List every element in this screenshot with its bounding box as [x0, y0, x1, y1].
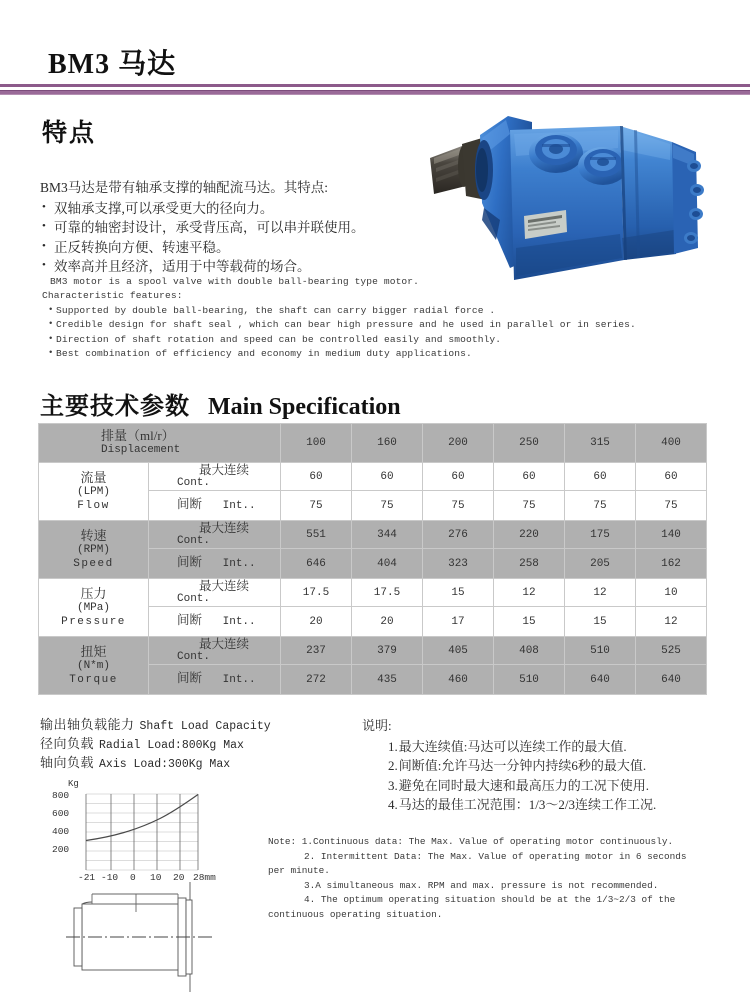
table-cell: 323: [423, 549, 494, 579]
sublabel-cont-en: Cont.: [177, 476, 211, 489]
notes-title-cn: 说明:: [362, 718, 392, 733]
pressure-label-en: Pressure: [61, 615, 126, 628]
sublabel-cont-cn: 最大连续: [199, 636, 250, 651]
list-item: 间断值:允许马达一分钟内持续6秒的最大值.: [398, 758, 647, 773]
motor-port-a: [529, 133, 583, 173]
list-item: • 可靠的轴密封设计，承受背压高，可以串并联使用。: [40, 218, 440, 238]
chart-ytick-600: 600: [52, 808, 70, 819]
radial-load-value-en: Radial Load:800Kg Max: [99, 739, 244, 752]
displacement-label-cn: 排量（ml/r）: [101, 428, 175, 443]
table-cell: 75: [636, 491, 707, 521]
table-cell: 551: [281, 521, 352, 549]
table-cell: 75: [352, 491, 423, 521]
table-cell: 60: [565, 463, 636, 491]
notes-en-line-2: 2. Intermittent Data: The Max. Value of operating motor in 6 seconds: [304, 850, 687, 862]
list-item: • Direction of shaft rotation and speed can be controlled easily and smoothly.: [42, 333, 512, 347]
table-cell: 220: [494, 521, 565, 549]
motor-gerotor-housing: [620, 126, 676, 260]
chart-load-curve: [86, 795, 198, 841]
divider-line-bottom: [0, 90, 750, 95]
displacement-label-en: Displacement: [101, 444, 181, 456]
table-cell: 60: [352, 463, 423, 491]
flow-unit: (LPM): [76, 485, 110, 498]
notes-en-line-4: 3.A simultaneous max. RPM and max. pressure is not recommended.: [304, 879, 659, 891]
table-cell: 12: [494, 579, 565, 607]
axis-load-line: [40, 754, 271, 773]
pressure-unit: (MPa): [76, 601, 110, 614]
notes-list-cn: [362, 737, 656, 815]
row-header-pressure: [39, 579, 149, 637]
chart-xtick-0: 0: [130, 872, 136, 881]
sublabel-int-cn: 间断: [177, 671, 203, 685]
table-cell: 60: [636, 463, 707, 491]
table-cell: 15: [423, 579, 494, 607]
spec-heading: [40, 386, 401, 421]
shaft-load-capacity-block: [40, 716, 271, 773]
sublabel-int-cn: 间断: [177, 613, 203, 627]
table-cell: 272: [281, 665, 352, 695]
table-cell: 162: [636, 549, 707, 579]
table-cell: 17.5: [352, 579, 423, 607]
table-cell: 200: [423, 424, 494, 463]
notes-en-line-6: continuous operating situation.: [268, 908, 443, 920]
axis-load-label-cn: 轴向负载: [40, 755, 95, 770]
table-cell: 510: [565, 637, 636, 665]
sublabel-int-cn: 间断: [177, 497, 203, 511]
table-cell: 435: [352, 665, 423, 695]
table-cell: 525: [636, 637, 707, 665]
table-cell: 250: [494, 424, 565, 463]
table-cell: 75: [281, 491, 352, 521]
table-cell: 60: [423, 463, 494, 491]
notes-en-line-3: per minute.: [268, 865, 330, 877]
speed-unit: (RPM): [76, 543, 110, 556]
table-cell: 344: [352, 521, 423, 549]
features-subtitle-en: Characteristic features:: [42, 290, 183, 302]
table-row-displacement: [39, 424, 707, 463]
motor-product-photo: [424, 108, 730, 288]
sublabel-cont-cn: 最大连续: [199, 462, 250, 477]
table-cell: 205: [565, 549, 636, 579]
flow-label-en: Flow: [77, 499, 110, 512]
table-cell: 175: [565, 521, 636, 549]
table-cell: 276: [423, 521, 494, 549]
row-header-torque: [39, 637, 149, 695]
list-item: 最大连续值:马达可以连续工作的最大值.: [398, 738, 627, 754]
chart-ylabel: Kg: [68, 779, 79, 789]
pressure-label-cn: 压力: [80, 585, 107, 601]
table-cell: 460: [423, 665, 494, 695]
table-cell: 60: [494, 463, 565, 491]
features-heading: 特点: [42, 120, 97, 147]
table-cell: 646: [281, 549, 352, 579]
radial-load-line: [40, 735, 271, 754]
page-title: BM3 马达: [48, 49, 177, 80]
shaft-load-title: [40, 716, 271, 735]
table-cell: 20: [352, 607, 423, 637]
chart-xtick-10: 10: [150, 872, 162, 881]
table-cell: 400: [636, 424, 707, 463]
sublabel-cont-cn: 最大连续: [199, 578, 250, 593]
chart-ytick-800: 800: [52, 790, 70, 801]
sublabel-continuous: [149, 579, 281, 607]
sublabel-int-en: Int..: [222, 616, 256, 628]
sublabel-continuous: [149, 521, 281, 549]
list-item: 马达的最佳工况范围：1/3～2/3连续工作工况.: [398, 797, 657, 812]
sublabel-cont-cn: 最大连续: [199, 520, 250, 535]
sublabel-cont-en: Cont.: [177, 650, 211, 663]
notes-english-block: [268, 835, 738, 923]
table-cell: 510: [494, 665, 565, 695]
sublabel-cont-en: Cont.: [177, 534, 211, 547]
speed-label-en: Speed: [73, 557, 114, 570]
table-cell: 15: [494, 607, 565, 637]
speed-label-cn: 转速: [80, 527, 107, 543]
table-cell: 640: [636, 665, 707, 695]
motor-port-b: [578, 147, 628, 185]
specification-table: [38, 423, 707, 695]
table-cell: 404: [352, 549, 423, 579]
chart-xtick-neg21: -21: [78, 872, 96, 881]
axis-load-value-en: Axis Load:300Kg Max: [99, 758, 231, 771]
sublabel-intermittent: [149, 607, 281, 637]
table-cell: 75: [423, 491, 494, 521]
row-header-displacement: [39, 424, 281, 463]
flow-label-cn: 流量: [80, 469, 107, 485]
notes-en-line-1: Note: 1.Continuous data: The Max. Value of operating motor continuously.: [268, 836, 674, 847]
table-cell: 408: [494, 637, 565, 665]
features-bullet-list-en: [42, 304, 636, 362]
sublabel-intermittent: [149, 549, 281, 579]
table-cell: 379: [352, 637, 423, 665]
table-cell: 17.5: [281, 579, 352, 607]
list-item: 避免在同时最大速和最高压力的工况下使用.: [398, 777, 650, 793]
sublabel-int-cn: 间断: [177, 555, 203, 569]
chart-ytick-400: 400: [52, 826, 70, 837]
table-row-torque-cont: [39, 637, 707, 665]
row-header-flow: [39, 463, 149, 521]
chart-xtick-28mm: 28mm: [193, 872, 216, 881]
table-row-speed-cont: [39, 521, 707, 549]
torque-label-en: Torque: [69, 673, 118, 686]
sublabel-continuous: [149, 637, 281, 665]
row-header-speed: [39, 521, 149, 579]
table-cell: 640: [565, 665, 636, 695]
table-row-flow-cont: [39, 463, 707, 491]
motor-dimension-drawing: [60, 880, 280, 995]
title-divider: [0, 84, 750, 98]
list-item: • Best combination of efficiency and economy in medium duty applications.: [42, 347, 512, 361]
chart-xtick-neg10: -10: [101, 872, 119, 881]
list-item: • 效率高并且经济，适用于中等载荷的场合。: [40, 257, 440, 277]
table-cell: 160: [352, 424, 423, 463]
sublabel-cont-en: Cont.: [177, 592, 211, 605]
table-cell: 258: [494, 549, 565, 579]
table-cell: 10: [636, 579, 707, 607]
table-cell: 60: [281, 463, 352, 491]
chart-xtick-20: 20: [173, 872, 185, 881]
table-cell: 140: [636, 521, 707, 549]
features-intro-cn: BM3马达是带有轴承支撑的轴配流马达。其特点:: [40, 180, 329, 195]
radial-load-chart: [38, 776, 253, 881]
list-item: • 正反转换向方便、转速平稳。: [40, 238, 440, 258]
list-item: • 双轴承支撑,可以承受更大的径向力。: [40, 199, 440, 219]
spec-heading-cn: 主要技术参数: [40, 394, 190, 420]
torque-unit: (N*m): [76, 659, 110, 672]
table-cell: 15: [565, 607, 636, 637]
features-chinese-block: [40, 178, 440, 277]
chart-ytick-200: 200: [52, 844, 70, 855]
sublabel-intermittent: [149, 491, 281, 521]
table-cell: 75: [494, 491, 565, 521]
sublabel-intermittent: [149, 665, 281, 695]
table-cell: 100: [281, 424, 352, 463]
sublabel-int-en: Int..: [222, 500, 256, 512]
table-cell: 75: [565, 491, 636, 521]
sublabel-int-en: Int..: [222, 674, 256, 686]
torque-label-cn: 扭矩: [80, 643, 107, 659]
table-cell: 405: [423, 637, 494, 665]
features-bullet-list-cn: [40, 199, 440, 277]
table-cell: 237: [281, 637, 352, 665]
features-intro-en: BM3 motor is a spool valve with double ball-bearing type motor.: [50, 276, 420, 287]
table-cell: 17: [423, 607, 494, 637]
table-cell: 12: [636, 607, 707, 637]
spec-heading-en: Main Specification: [208, 394, 401, 420]
shaft-load-title-cn: 输出轴负载能力: [40, 717, 135, 732]
table-row-pressure-cont: [39, 579, 707, 607]
list-item: • Credible design for shaft seal , which can bear high pressure and he used in parallel or in series.: [42, 318, 512, 332]
notes-en-line-5: 4. The optimum operating situation should be at the 1/3~2/3 of the: [304, 894, 676, 906]
shaft-load-title-en: Shaft Load Capacity: [139, 720, 271, 733]
radial-load-label-cn: 径向负载: [40, 736, 95, 751]
list-item: • Supported by double ball-bearing, the shaft can carry bigger radial force .: [42, 304, 512, 318]
table-cell: 20: [281, 607, 352, 637]
notes-chinese-block: [362, 716, 656, 815]
table-cell: 12: [565, 579, 636, 607]
sublabel-continuous: [149, 463, 281, 491]
sublabel-int-en: Int..: [222, 558, 256, 570]
table-cell: 315: [565, 424, 636, 463]
